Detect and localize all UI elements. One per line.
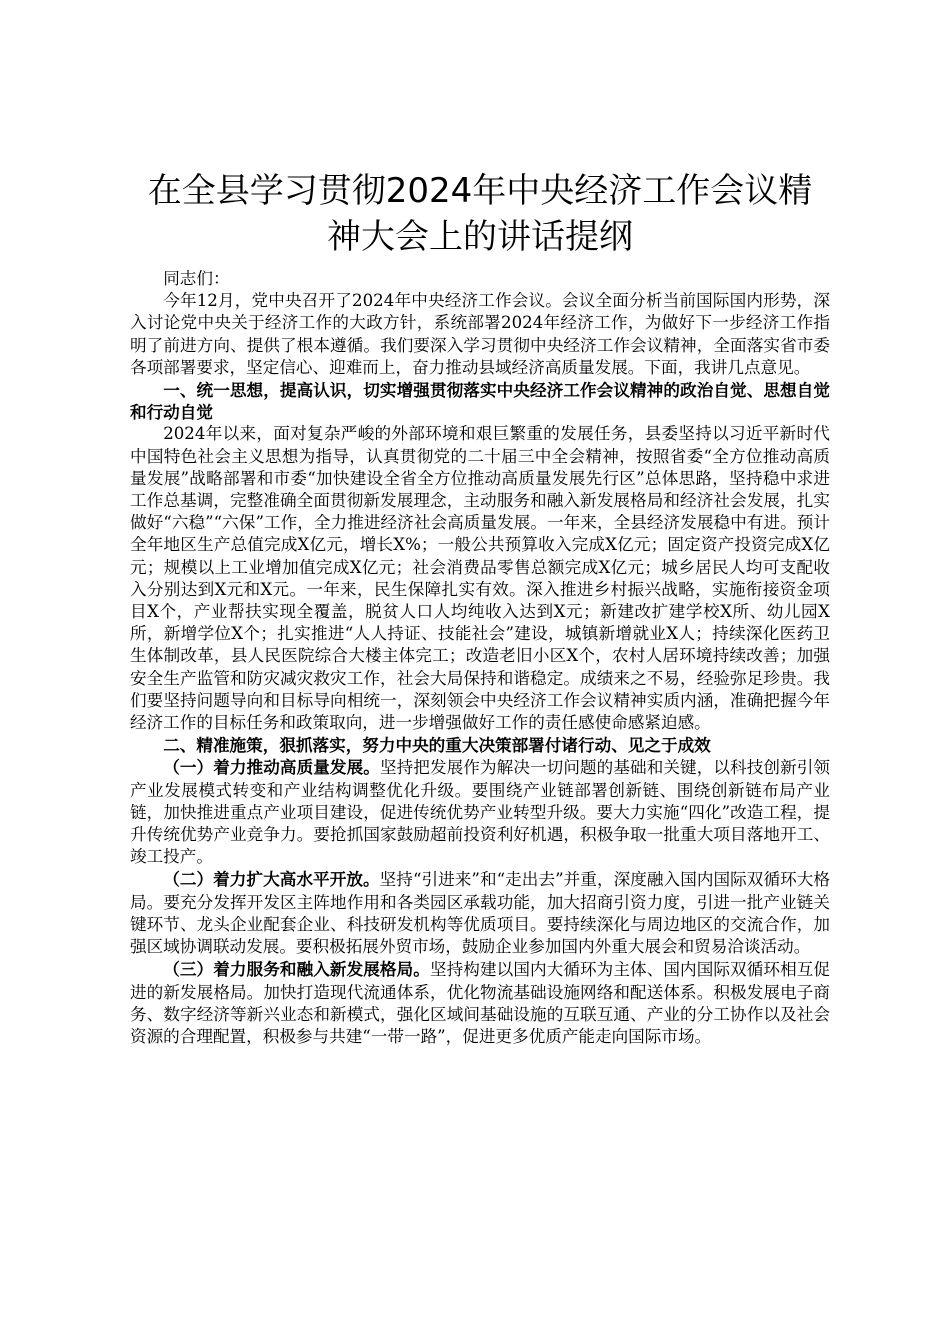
section-1-paragraph: 2024年以来，面对复杂严峻的外部环境和艰巨繁重的发展任务，县委坚持以习近平新时代中国特色社会主义思想为指导，认真贯彻党的二十届三中全会精神，按照省委“全方位推动高质量发展”战略部署和市委“加快建设全省全方位推动高质量发展先行区”总体思路，坚持稳中求进工作总基调，完整准确全面贯彻新发展理念，主动服务和融入新发展格局和经济社会发展，扎实做好“六稳”“六保”工作，全力推进经济社会高质量发展。一年来，全县经济发展稳中有进。预计全年地区生产总值完成X亿元，增长X%；一般公共预算收入完成X亿元；固定资产投资完成X亿元；规模以上工业增加值完成X亿元；社会消费品零售总额完成X亿元；城乡居民人均可支配收入分别达到X元和X元。一年来，民生保障扎实有效。深入推进乡村振兴战略，实施衔接资金项目X个，产业帮扶实现全覆盖，脱贫人口人均纯收入达到X元；新建改扩建学校X所、幼儿园X所，新增学位X个；扎实推进“人人持证、技能社会”建设，城镇新增就业X人；持续深化医药卫生体制改革，县人民医院综合大楼主体完工；改造老旧小区X个，农村人居环境持续改善；加强安全生产监管和防灾减灾救灾工作，社会大局保持和谐稳定。成绩来之不易，经验弥足珍贵。我们要坚持问题导向和目标导向相统一，深刻领会中央经济工作会议精神实质内涵，准确把握今年经济工作的目标任务和政策取向，进一步增强做好工作的责任感使命感紧迫感。: [130, 424, 830, 733]
subsection-2-paragraph: [130, 868, 830, 958]
document-title: [130, 168, 830, 260]
salutation: 同志们：: [163, 269, 230, 288]
intro-paragraph: 今年12月，党中央召开了2024年中央经济工作会议。会议全面分析当前国际国内形势，深入讨论党中央关于经济工作的大政方针，系统部署2024年经济工作，为做好下一步经济工作指明了前进方向、提供了根本遵循。我们要深入学习贯彻中央经济工作会议精神，全面落实省市委各项部署要求，坚定信心、迎难而上，奋力推动县域经济高质量发展。下面，我讲几点意见。: [130, 291, 830, 377]
title-line-1: 在全县学习贯彻2024年中央经济工作会议精: [147, 171, 813, 211]
subsection-2-lead: （二）着力扩大高水平开放。: [163, 869, 380, 890]
subsection-3-lead: （三）着力服务和融入新发展格局。: [163, 959, 430, 980]
subsection-1-body: 坚持把发展作为解决一切问题的基础和关键，以科技创新引领产业发展模式转变和产业结构调整优化升级。要围绕产业链部署创新链、围绕创新链布局产业链，加快推进重点产业项目建设，促进传统优势产业转型升级。要大力实施“四化”改造工程，提升传统优势产业竞争力。要抢抓国家鼓励超前投资利好机遇，积极争取一批重大项目落地开工、竣工投产。: [130, 758, 831, 867]
document-page: [130, 168, 830, 1048]
section-1-heading: 一、统一思想，提高认识，切实增强贯彻落实中央经济工作会议精神的政治自觉、思想自觉和行动自觉: [130, 380, 830, 423]
document-body: [130, 268, 830, 1048]
title-line-2: 神大会上的讲话提纲: [327, 217, 633, 257]
section-2-heading: 二、精准施策，狠抓落实，努力中央的重大决策部署付诸行动、见之于成效: [163, 735, 711, 756]
subsection-2-body: 坚持“引进来”和“走出去”并重，深度融入国内国际双循环大格局。要充分发挥开发区主阵地作用和各类园区承载功能，加大招商引资力度，引进一批产业链关键环节、龙头企业配套企业、科技研发机构等优质项目。要持续深化与周边地区的交流合作，加强区域协调联动发展。要积极拓展外贸市场，鼓励企业参加国内外重大展会和贸易洽谈活动。: [130, 870, 830, 957]
subsection-3-body: 坚持构建以国内大循环为主体、国内国际双循环相互促进的新发展格局。加快打造现代流通体系，优化物流基础设施网络和配送体系。积极发展电子商务、数字经济等新兴业态和新模式，强化区域间基础设施的互联互通、产业的分工协作以及社会资源的合理配置，积极参与共建“一带一路”，促进更多优质产能走向国际市场。: [130, 960, 831, 1046]
subsection-3-paragraph: [130, 958, 830, 1048]
subsection-1-lead: （一）着力推动高质量发展。: [163, 757, 380, 778]
subsection-1-paragraph: [130, 756, 830, 868]
